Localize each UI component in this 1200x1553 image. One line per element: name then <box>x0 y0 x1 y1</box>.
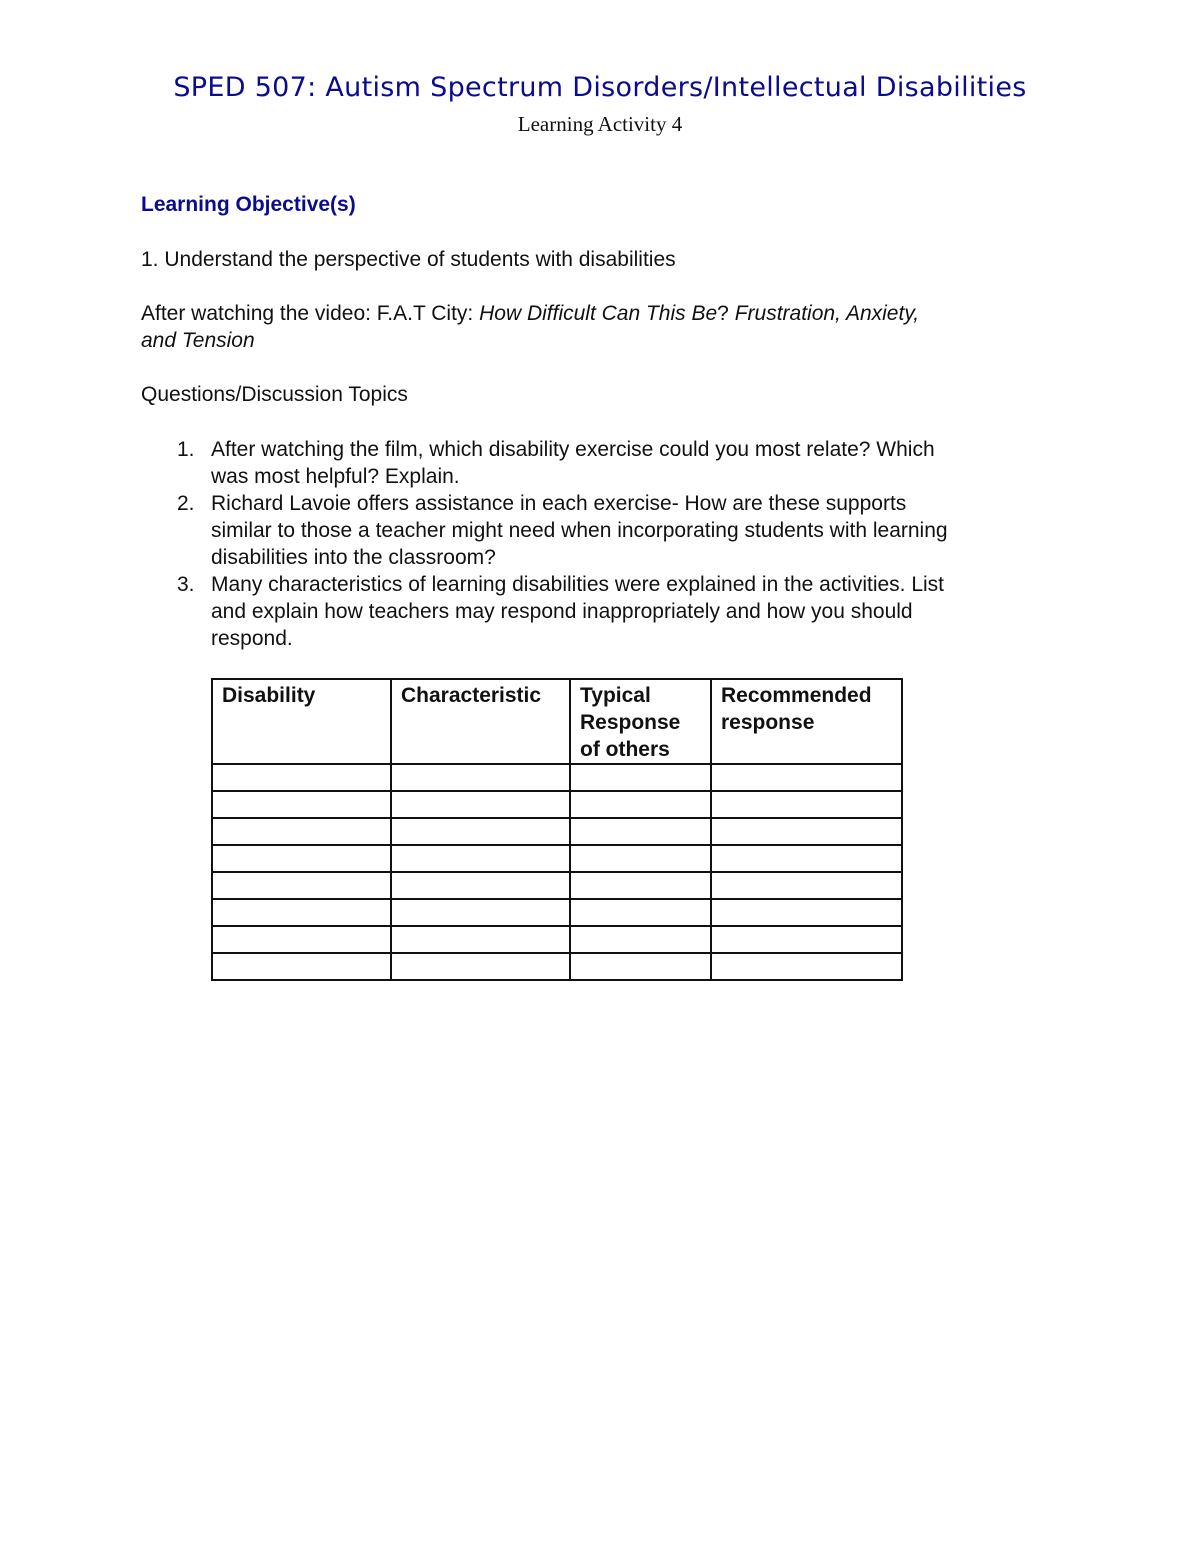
table-cell[interactable] <box>212 845 391 872</box>
question-item <box>141 571 1061 652</box>
question-line: was most helpful? Explain. <box>211 465 460 488</box>
question-line: respond. <box>211 627 293 650</box>
response-table <box>211 678 903 981</box>
document-title: SPED 507: Autism Spectrum Disorders/Intellectual Disabilities <box>173 72 1027 103</box>
table-row <box>212 872 902 899</box>
column-header-text: of others <box>580 738 670 761</box>
column-header-text: Disability <box>222 684 316 707</box>
table-header-row <box>212 679 902 764</box>
column-header-characteristic <box>391 679 570 764</box>
objective-item: 1. Understand the perspective of students with disabilities <box>141 248 676 271</box>
column-header-typical-response <box>570 679 711 764</box>
table-cell[interactable] <box>570 845 711 872</box>
objectives-heading: Learning Objective(s) <box>141 193 356 216</box>
video-title: How Difficult Can This Be <box>479 302 718 325</box>
column-header-text: Characteristic <box>401 684 542 707</box>
table-cell[interactable] <box>212 818 391 845</box>
question-item <box>141 490 1061 571</box>
question-list <box>141 436 1061 652</box>
table-cell[interactable] <box>391 872 570 899</box>
table-cell[interactable] <box>570 953 711 980</box>
table-cell[interactable] <box>391 791 570 818</box>
table-row <box>212 845 902 872</box>
table-cell[interactable] <box>570 899 711 926</box>
table-cell[interactable] <box>711 953 902 980</box>
table-cell[interactable] <box>711 764 902 791</box>
table-cell[interactable] <box>212 872 391 899</box>
video-subtitle-line-2: and Tension <box>141 329 255 352</box>
question-item <box>141 436 1061 490</box>
column-header-text: Typical <box>580 684 651 707</box>
video-reference <box>141 300 919 354</box>
table-cell[interactable] <box>212 764 391 791</box>
table-cell[interactable] <box>391 764 570 791</box>
video-title-mark: ? <box>717 302 729 325</box>
column-header-text: Response <box>580 711 681 734</box>
table-cell[interactable] <box>570 764 711 791</box>
table-cell[interactable] <box>711 845 902 872</box>
table-cell[interactable] <box>391 899 570 926</box>
column-header-recommended-response <box>711 679 902 764</box>
table-cell[interactable] <box>711 791 902 818</box>
table-row <box>212 764 902 791</box>
table-body <box>212 764 902 980</box>
table-cell[interactable] <box>212 791 391 818</box>
table-cell[interactable] <box>711 926 902 953</box>
question-line: disabilities into the classroom? <box>211 546 496 569</box>
table-row <box>212 818 902 845</box>
question-line: After watching the film, which disability exercise could you most relate? Which <box>211 438 935 461</box>
table-cell[interactable] <box>391 818 570 845</box>
table-cell[interactable] <box>711 818 902 845</box>
question-line: Richard Lavoie offers assistance in each exercise- How are these supports <box>211 492 907 515</box>
table-cell[interactable] <box>570 791 711 818</box>
column-header-disability <box>212 679 391 764</box>
table-cell[interactable] <box>391 926 570 953</box>
question-number: 3. <box>177 573 195 596</box>
table-row <box>212 926 902 953</box>
table-row <box>212 899 902 926</box>
question-number: 2. <box>177 492 195 515</box>
table-cell[interactable] <box>570 872 711 899</box>
table-cell[interactable] <box>570 926 711 953</box>
table-row <box>212 953 902 980</box>
table-cell[interactable] <box>212 953 391 980</box>
question-number: 1. <box>177 438 195 461</box>
document-subtitle: Learning Activity 4 <box>517 112 683 136</box>
table-cell[interactable] <box>212 926 391 953</box>
column-header-text: Recommended <box>721 684 872 707</box>
table-cell[interactable] <box>711 872 902 899</box>
table-cell[interactable] <box>391 845 570 872</box>
question-line: Many characteristics of learning disabilities were explained in the activities. List <box>211 573 945 596</box>
column-header-text: response <box>721 711 815 734</box>
table-cell[interactable] <box>391 953 570 980</box>
table-cell[interactable] <box>212 899 391 926</box>
video-subtitle-line-1: Frustration, Anxiety, <box>728 302 920 325</box>
table-cell[interactable] <box>711 899 902 926</box>
video-prefix: After watching the video: F.A.T City: <box>141 302 480 325</box>
question-line: similar to those a teacher might need when incorporating students with learning <box>211 519 948 542</box>
table-cell[interactable] <box>570 818 711 845</box>
question-line: and explain how teachers may respond inappropriately and how you should <box>211 600 913 623</box>
discussion-heading: Questions/Discussion Topics <box>141 383 408 406</box>
table-row <box>212 791 902 818</box>
